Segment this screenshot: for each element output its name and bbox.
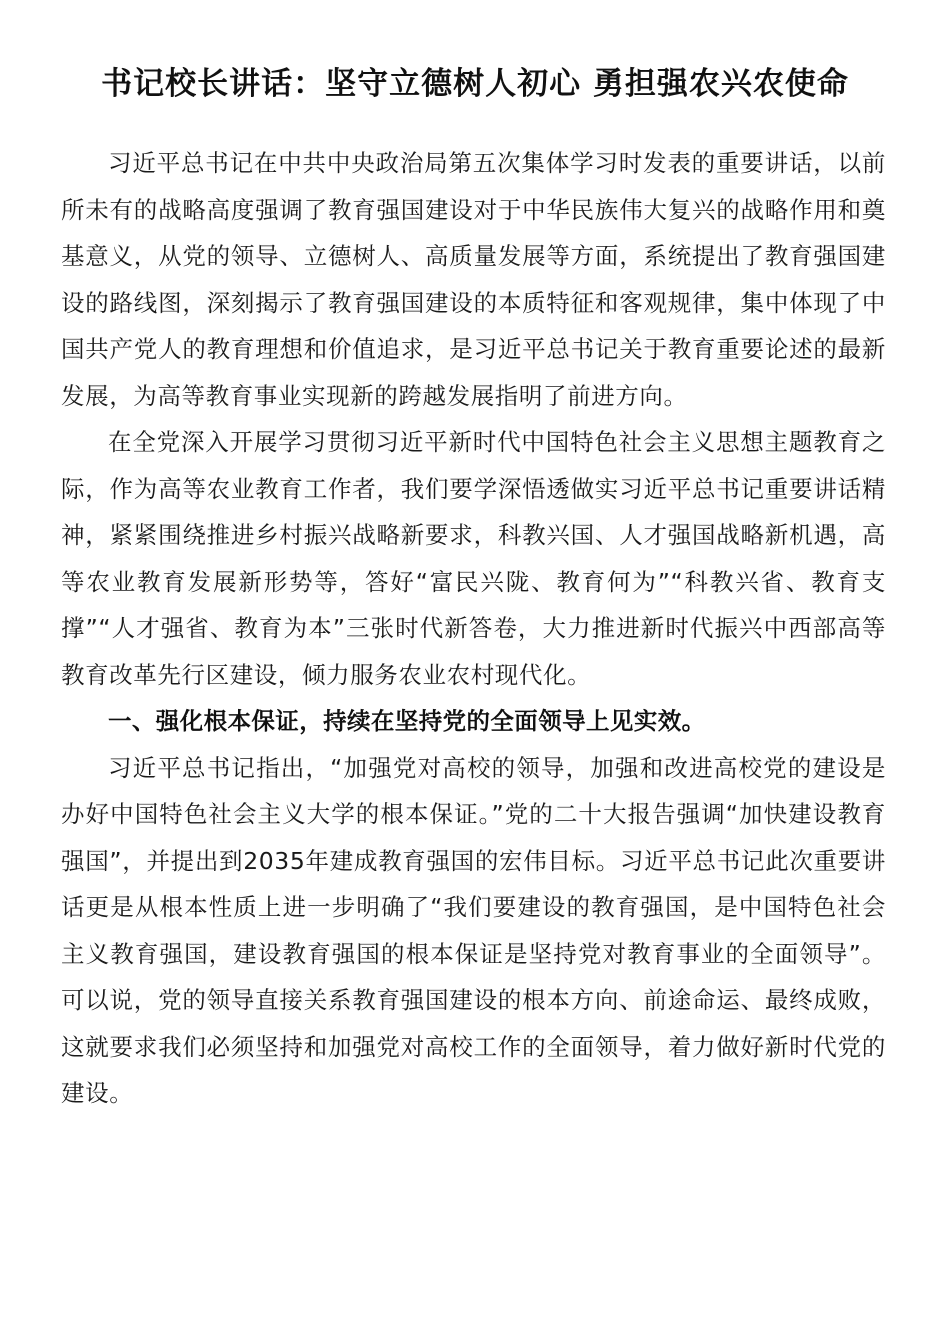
paragraph-section-one: 习近平总书记指出，“加强党对高校的领导，加强和改进高校党的建设是办好中国特色社会主义大学的根本保证。”党的二十大报告强调“加快建设教育强国”，并提出到2035年建成教育强国的宏伟目标。习近平总书记此次重要讲话更是从根本性质上进一步明确了“我们要建设的教育强国，是中国特色社会主义教育强国，建设教育强国的根本保证是坚持党对教育事业的全面领导”。可以说，党的领导直接关系教育强国建设的根本方向、前途命运、最终成败，这就要求我们必须坚持和加强党对高校工作的全面领导，着力做好新时代党的建设。 [61,753,886,1107]
section-heading: 一、强化根本保证，持续在坚持党的全面领导上见实效。 [108,707,706,735]
document-body [61,140,886,1117]
paragraph-context: 在全党深入开展学习贯彻习近平新时代中国特色社会主义思想主题教育之际，作为高等农业教育工作者，我们要学深悟透做实习近平总书记重要讲话精神，紧紧围绕推进乡村振兴战略新要求，科教兴国、人才强国战略新机遇，高等农业教育发展新形势等，答好“富民兴陇、教育何为”“科教兴省、教育支撑”“人才强省、教育为本”三张时代新答卷，大力推进新时代振兴中西部高等教育改革先行区建设，倾力服务农业农村现代化。 [61,428,886,689]
paragraph-intro: 习近平总书记在中共中央政治局第五次集体学习时发表的重要讲话，以前所未有的战略高度强调了教育强国建设对于中华民族伟大复兴的战略作用和奠基意义，从党的领导、立德树人、高质量发展等方面，系统提出了教育强国建设的路线图，深刻揭示了教育强国建设的本质特征和客观规律，集中体现了中国共产党人的教育理想和价值追求，是习近平总书记关于教育重要论述的最新发展，为高等教育事业实现新的跨越发展指明了前进方向。 [61,149,886,410]
document-title: 书记校长讲话：坚守立德树人初心 勇担强农兴农使命 [101,66,849,102]
